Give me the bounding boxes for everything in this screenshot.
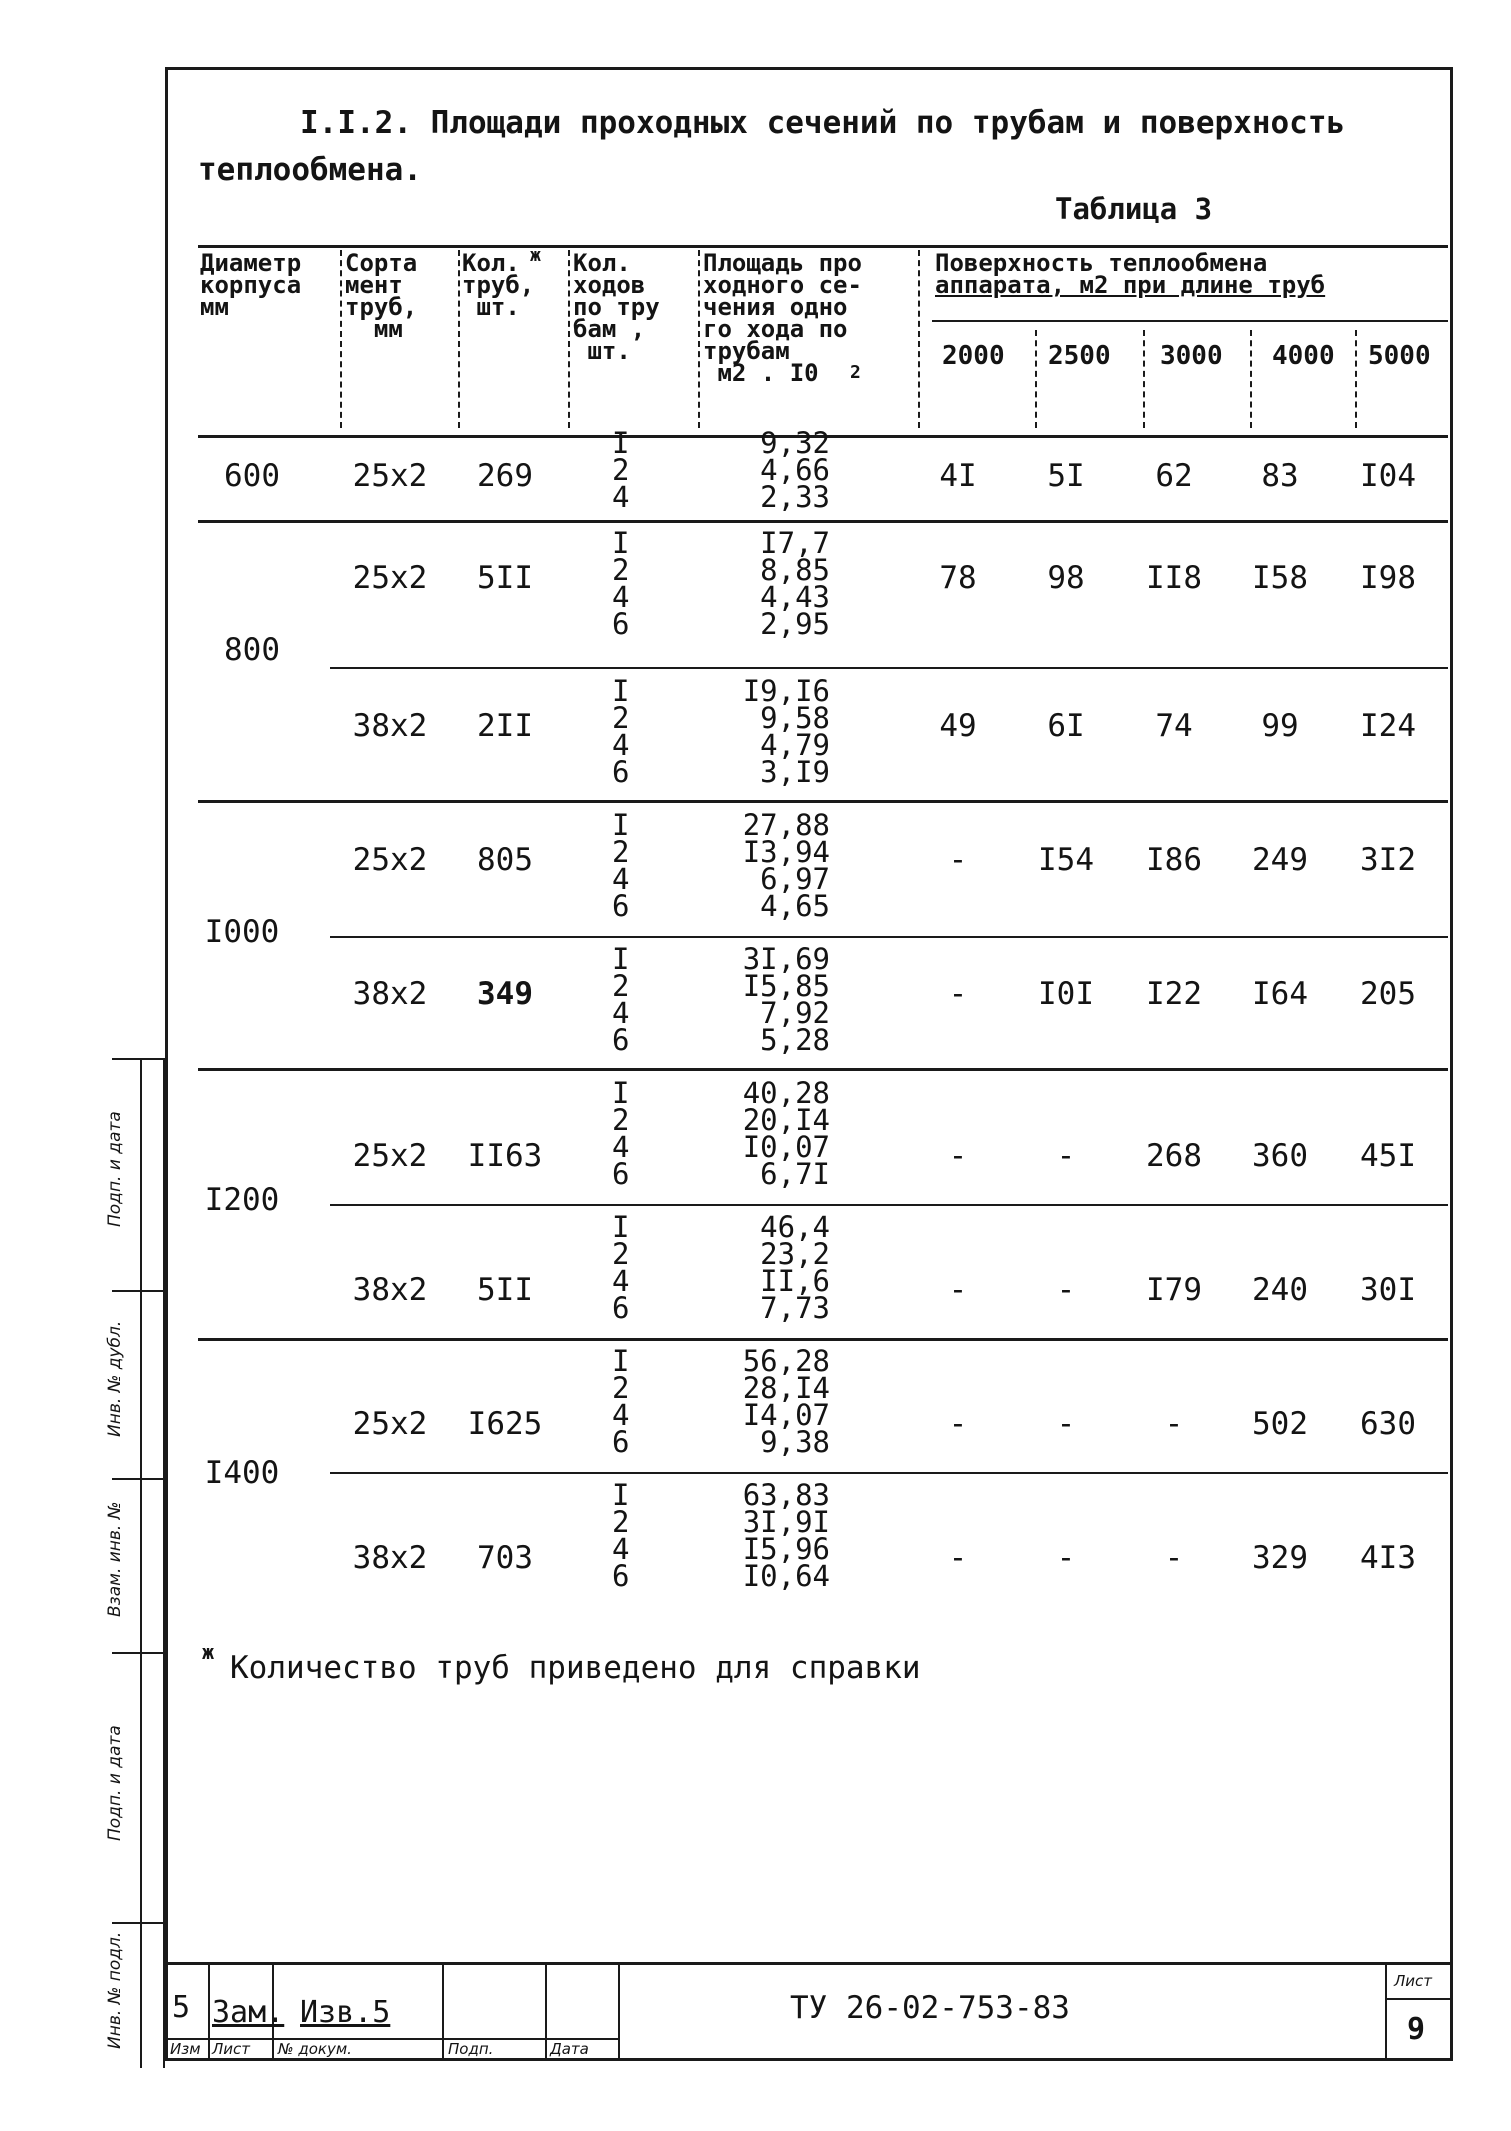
side-label-sign-date: Подп. и дата (105, 1111, 125, 1227)
table-cell: 2II (477, 708, 533, 744)
table-cell: 502 (1252, 1406, 1308, 1442)
table-cell: - (948, 1406, 968, 1442)
table-cell: - (948, 1540, 968, 1576)
passes-stack: I 2 4 6 (612, 1076, 630, 1191)
table-cell: 5II (477, 560, 533, 596)
table-cell: 4I (939, 458, 977, 494)
passes-stack: I 2 4 6 (612, 1210, 630, 1325)
areas-stack: 9,32 4,66 2,33 (760, 426, 830, 514)
col-sep (1035, 330, 1037, 428)
table-cell: 38x2 (352, 976, 428, 1012)
diameter-1000: I000 (204, 914, 280, 950)
passes-stack: I 2 4 6 (612, 808, 630, 923)
length-3000: 3000 (1160, 341, 1223, 371)
table-cell: I24 (1360, 708, 1416, 744)
length-2000: 2000 (942, 341, 1005, 371)
table-cell: 6I (1047, 708, 1085, 744)
areas-stack: I9,I6 9,58 4,79 3,I9 (742, 674, 830, 789)
row-rule (198, 1338, 1448, 1341)
table-cell: - (1056, 1138, 1076, 1174)
header-tube-count-mark: ж (530, 245, 541, 266)
side-label-repl-inv: Взам. инв. № (105, 1501, 125, 1617)
row-rule (198, 1068, 1448, 1071)
passes-stack: I 2 4 6 (612, 1478, 630, 1593)
table-cell: I79 (1146, 1272, 1202, 1308)
side-label-orig-inv: Инв. № подл. (105, 1931, 125, 2049)
table-cell: II63 (467, 1138, 543, 1174)
section-title-line1: I.I.2. Площади проходных сечений по трубам и поверхность (300, 105, 1346, 141)
table-cell: 99 (1261, 708, 1299, 744)
sub-row-rule (330, 667, 1448, 669)
stamp-col (1385, 1962, 1387, 2060)
side-rule (112, 1478, 165, 1480)
table-cell: 78 (939, 560, 977, 596)
stamp-col-label: Дата (550, 2040, 589, 2058)
header-sortament: Сорта мент труб, мм (345, 249, 418, 343)
stamp-col-label: Лист (212, 2040, 251, 2058)
diameter-1400: I400 (204, 1455, 280, 1491)
sub-row-rule (330, 936, 1448, 938)
table-cell: 329 (1252, 1540, 1308, 1576)
header-area-exponent: 2 (850, 362, 861, 383)
col-sep (1250, 330, 1252, 428)
table-cell: 83 (1261, 458, 1299, 494)
table-top-rule (198, 245, 1448, 248)
footnote-mark: ж (202, 1640, 215, 1664)
table-cell: - (948, 842, 968, 878)
stamp-change-kind: Зам. (212, 1995, 285, 2030)
side-rule (112, 1652, 165, 1654)
stamp-top-rule (165, 1962, 1453, 1965)
stamp-col (618, 1962, 620, 2060)
col-sep (340, 250, 342, 428)
areas-stack: 56,28 28,I4 I4,07 9,38 (742, 1344, 830, 1459)
table-cell: II8 (1146, 560, 1202, 596)
length-2500: 2500 (1048, 341, 1111, 371)
diameter-800: 800 (224, 632, 280, 668)
section-title-line2: теплообмена. (198, 152, 422, 188)
table-cell: - (948, 1138, 968, 1174)
table-cell: 38x2 (352, 1272, 428, 1308)
table-cell: 703 (477, 1540, 533, 1576)
header-diameter: Диаметр корпуса мм (200, 249, 302, 321)
table-cell: - (1164, 1406, 1184, 1442)
table-cell: 62 (1155, 458, 1193, 494)
stamp-col-label: № докум. (278, 2040, 352, 2058)
stamp-change-no: 5 (172, 1990, 191, 2025)
table-cell: - (1164, 1540, 1184, 1576)
passes-stack: I 2 4 (612, 426, 630, 514)
table-cell: 269 (477, 458, 533, 494)
side-label-dup-inv: Инв. № дубл. (105, 1320, 125, 1437)
footnote-text: Количество труб приведено для справки (230, 1650, 921, 1686)
table-cell: 25x2 (352, 1406, 428, 1442)
table-caption: Таблица 3 (1055, 192, 1213, 226)
stamp-col (442, 1962, 444, 2060)
table-cell: 630 (1360, 1406, 1416, 1442)
diameter-600: 600 (224, 458, 280, 494)
table-cell: - (1056, 1406, 1076, 1442)
table-cell: 240 (1252, 1272, 1308, 1308)
table-cell: 98 (1047, 560, 1085, 596)
col-sep (1355, 330, 1357, 428)
diameter-1200: I200 (204, 1182, 280, 1218)
table-cell: 25x2 (352, 458, 428, 494)
col-sep (698, 250, 700, 428)
table-cell: 25x2 (352, 842, 428, 878)
table-cell: 5I (1047, 458, 1085, 494)
table-cell: I04 (1360, 458, 1416, 494)
stamp-sheet-no: 9 (1407, 2012, 1426, 2047)
stamp-sheet-label: Лист (1394, 1972, 1433, 1990)
header-tube-count: Кол. труб, шт. (462, 249, 535, 321)
header-surface-line2: аппарата, м2 при длине труб (935, 271, 1326, 299)
sub-row-rule (330, 1204, 1448, 1206)
surface-subheader-rule (932, 320, 1448, 322)
table-cell: I625 (467, 1406, 543, 1442)
table-cell: I22 (1146, 976, 1202, 1012)
col-sep (918, 250, 920, 428)
table-cell: 45I (1360, 1138, 1416, 1174)
stamp-notice: Изв.5 (300, 1995, 391, 2030)
col-sep (1143, 330, 1145, 428)
table-cell: I64 (1252, 976, 1308, 1012)
table-cell: 49 (939, 708, 977, 744)
table-cell: 805 (477, 842, 533, 878)
table-cell: 5II (477, 1272, 533, 1308)
table-cell: - (948, 976, 968, 1012)
table-cell: I58 (1252, 560, 1308, 596)
table-cell: I86 (1146, 842, 1202, 878)
side-rule (112, 1290, 165, 1292)
table-cell: 360 (1252, 1138, 1308, 1174)
sub-row-rule (330, 1472, 1448, 1474)
stamp-col-label: Подп. (448, 2040, 494, 2058)
passes-stack: I 2 4 6 (612, 674, 630, 789)
areas-stack: 40,28 20,I4 I0,07 6,7I (742, 1076, 830, 1191)
table-cell: I0I (1038, 976, 1094, 1012)
table-cell: 30I (1360, 1272, 1416, 1308)
table-cell: I54 (1038, 842, 1094, 878)
areas-stack: 63,83 3I,9I I5,96 I0,64 (742, 1478, 830, 1593)
col-sep (568, 250, 570, 428)
header-surface-line1: Поверхность теплообмена (935, 249, 1268, 277)
side-rule (112, 1922, 165, 1924)
stamp-col (545, 1962, 547, 2060)
table-cell: - (948, 1272, 968, 1308)
table-cell: - (1056, 1272, 1076, 1308)
areas-stack: 3I,69 I5,85 7,92 5,28 (742, 942, 830, 1057)
passes-stack: I 2 4 6 (612, 1344, 630, 1459)
side-label-sign-date-2: Подп. и дата (105, 1725, 125, 1841)
table-cell: 3I2 (1360, 842, 1416, 878)
passes-stack: I 2 4 6 (612, 942, 630, 1057)
table-cell: 4I3 (1360, 1540, 1416, 1576)
table-cell: 268 (1146, 1138, 1202, 1174)
table-cell: I98 (1360, 560, 1416, 596)
areas-stack: I7,7 8,85 4,43 2,95 (760, 526, 830, 641)
row-rule (198, 800, 1448, 803)
stamp-sheet-rule (1385, 1998, 1453, 2000)
table-cell: 205 (1360, 976, 1416, 1012)
header-passes: Кол. ходов по тру бам , шт. (573, 249, 660, 365)
areas-stack: 46,4 23,2 II,6 7,73 (760, 1210, 830, 1325)
length-4000: 4000 (1272, 341, 1335, 371)
table-cell: 25x2 (352, 1138, 428, 1174)
table-cell: 349 (477, 976, 533, 1012)
col-sep (458, 250, 460, 428)
stamp-col (208, 1962, 210, 2060)
side-split (140, 1058, 142, 2068)
table-cell: 38x2 (352, 1540, 428, 1576)
length-5000: 5000 (1368, 341, 1431, 371)
areas-stack: 27,88 I3,94 6,97 4,65 (742, 808, 830, 923)
table-cell: 249 (1252, 842, 1308, 878)
table-cell: 38x2 (352, 708, 428, 744)
table-cell: 25x2 (352, 560, 428, 596)
stamp-col-label: Изм (170, 2040, 201, 2058)
stamp-doc-code: ТУ 26-02-753-83 (790, 1990, 1070, 2026)
table-cell: 74 (1155, 708, 1193, 744)
passes-stack: I 2 4 6 (612, 526, 630, 641)
table-cell: - (1056, 1540, 1076, 1576)
row-rule (198, 520, 1448, 523)
header-area: Площадь про ходного се- чения одно го хода по трубам м2 . I0 (703, 249, 862, 387)
